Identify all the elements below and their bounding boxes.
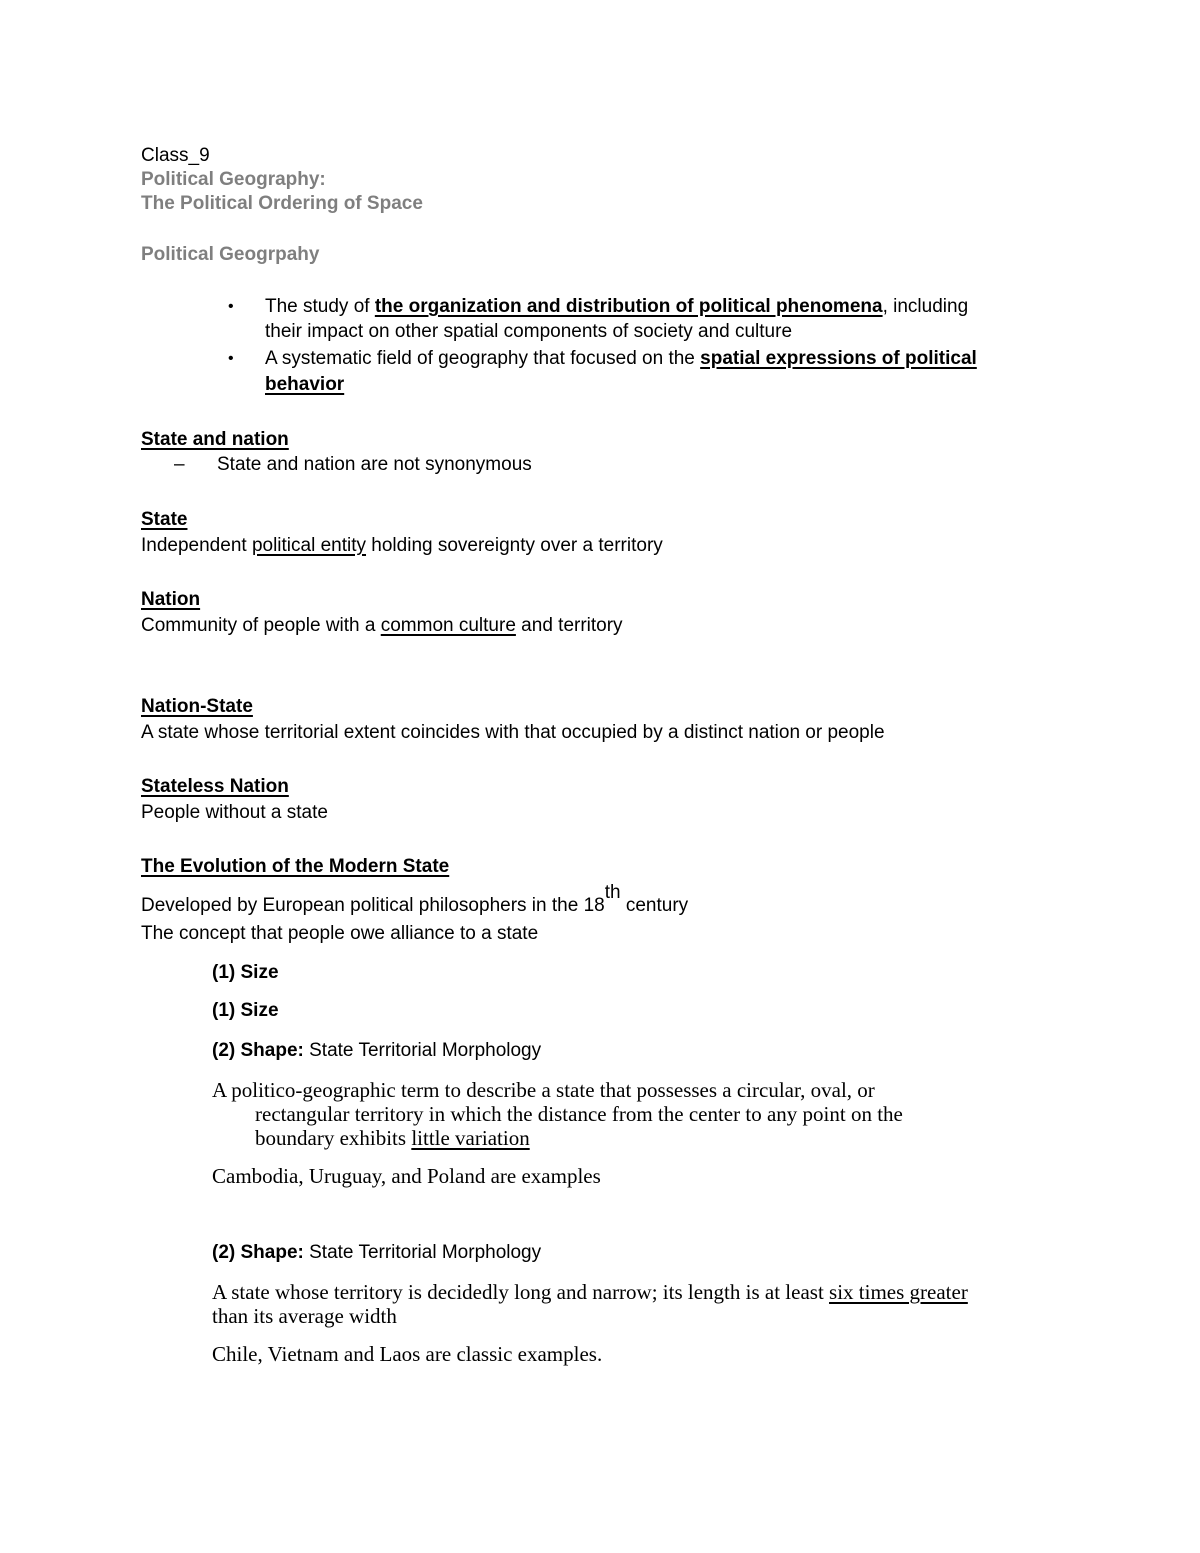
state-definition: Independent political entity holding sovereignty over a territory (141, 535, 663, 556)
bullet-1-line1: The study of the organization and distribution of political phenomena, including (265, 296, 969, 317)
bullet-1-line2: their impact on other spatial components of society and culture (265, 321, 793, 342)
heading-state-and-nation: State and nation (141, 429, 289, 450)
item-shape-2: (2) Shape: State Territorial Morphology (212, 1242, 542, 1263)
compact-line1: A politico-geographic term to describe a state that possesses a circular, oval, or (212, 1078, 875, 1102)
emphasis-underlined: common culture (380, 615, 516, 636)
elongated-line2: than its average width (212, 1304, 397, 1328)
emphasis-underlined: spatial expressions of political (700, 348, 977, 369)
heading-nation-state: Nation-State (141, 696, 253, 717)
doc-title-line1: Political Geography: (141, 169, 326, 190)
section-heading-political-geography: Political Geogrpahy (141, 244, 320, 265)
emphasis-underlined: little variation (411, 1126, 530, 1150)
compact-examples: Cambodia, Uruguay, and Poland are examples (212, 1164, 601, 1188)
bullet-2-line2: behavior (265, 374, 345, 395)
superscript: th (604, 881, 621, 903)
heading-evolution: The Evolution of the Modern State (141, 856, 450, 877)
bullet-marker: • (228, 350, 234, 367)
item-size-2: (1) Size (212, 1000, 279, 1021)
bullet-marker: • (228, 298, 234, 315)
dash-marker: – (174, 454, 185, 475)
item-shape-1: (2) Shape: State Territorial Morphology (212, 1040, 542, 1061)
doc-title-line2: The Political Ordering of Space (141, 193, 423, 214)
nation-state-definition: A state whose territorial extent coincides with that occupied by a distinct nation or people (141, 722, 885, 743)
item-size-1: (1) Size (212, 962, 279, 983)
state-nation-text: State and nation are not synonymous (217, 454, 532, 475)
elongated-line1: A state whose territory is decidedly long and narrow; its length is at least six times greater (212, 1280, 968, 1304)
heading-state: State (141, 509, 188, 530)
heading-stateless-nation: Stateless Nation (141, 776, 289, 797)
emphasis-underlined: political entity (251, 535, 367, 556)
elongated-examples: Chile, Vietnam and Laos are classic examples. (212, 1342, 603, 1366)
nation-definition: Community of people with a common culture and territory (141, 615, 623, 636)
compact-line3: boundary exhibits little variation (255, 1126, 530, 1150)
emphasis-underlined: six times greater (829, 1280, 968, 1304)
evolution-line2: The concept that people owe alliance to a state (141, 923, 539, 944)
heading-nation: Nation (141, 589, 201, 610)
bullet-2-line1: A systematic field of geography that focused on the spatial expressions of political (265, 348, 977, 369)
compact-line2: rectangular territory in which the distance from the center to any point on the (255, 1102, 903, 1126)
stateless-nation-definition: People without a state (141, 802, 328, 823)
evolution-line1: Developed by European political philosophers in the 18th century (141, 881, 689, 916)
class-label: Class_9 (141, 145, 210, 166)
emphasis-underlined: the organization and distribution of political phenomena (374, 296, 883, 317)
